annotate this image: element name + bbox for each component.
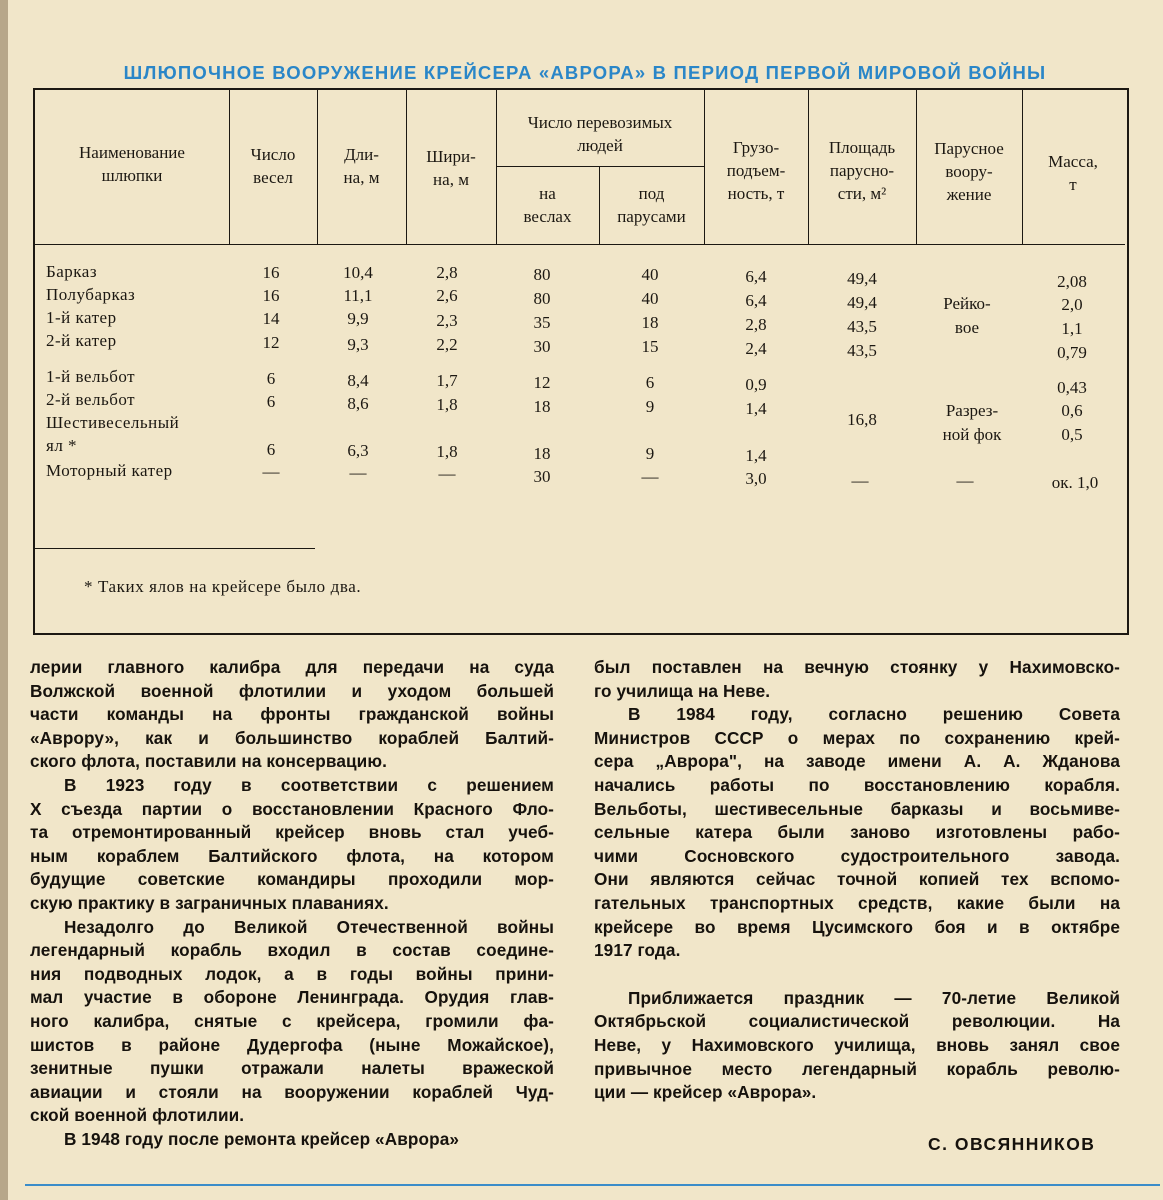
cell: 43,5 xyxy=(847,341,877,360)
text-line: го училища на Неве. xyxy=(594,680,771,701)
text-line: зенитные пушки отражали налеты вражеской xyxy=(30,1058,554,1079)
cell: 1,7 xyxy=(436,371,458,390)
text-line: будущие советские командиры проходили мор- xyxy=(30,869,554,890)
cell: 8,6 xyxy=(347,394,369,413)
text-line: ции — крейсер «Аврора». xyxy=(594,1082,817,1103)
rig-sprit-foresail: Разрез- ной фок xyxy=(942,401,1002,444)
cell: 9 xyxy=(645,397,655,416)
cell: 2,4 xyxy=(745,339,767,358)
text-line: гательных транспортных средств, какие были на xyxy=(594,892,1120,913)
cell: 9,3 xyxy=(347,335,369,354)
cell: 18 xyxy=(533,397,551,416)
cell: 16 xyxy=(262,263,280,282)
cell: 2,6 xyxy=(436,286,458,305)
cell: 1,8 xyxy=(436,442,458,461)
cell: 2,8 xyxy=(436,263,458,282)
cell: 15 xyxy=(641,337,659,356)
text-line: Октябрьской социалистической революции. На xyxy=(594,1011,1120,1032)
header-mass: Масса, т xyxy=(1048,152,1098,194)
header-people: Число перевозимых людей xyxy=(527,113,673,155)
cell: 1,8 xyxy=(436,395,458,414)
author-signature: С. ОВСЯННИКОВ xyxy=(928,1134,1096,1154)
text-line: шистов в районе Дудергофа (ныне Можайское), xyxy=(30,1034,554,1055)
text-line: В 1984 году, согласно решению Совета xyxy=(628,704,1120,725)
footnote-rule xyxy=(35,548,315,549)
rig-lugsail: Рейко- вое xyxy=(943,294,991,337)
cell: 16 xyxy=(262,286,280,305)
text-line: Неве, у Нахимовского училища, вновь занял свое xyxy=(594,1034,1120,1055)
header-width: Шири- на, м xyxy=(426,147,476,189)
header-capacity: Грузо- подъем- ность, т xyxy=(726,138,786,203)
header-oars: Число весел xyxy=(250,145,296,187)
cell: 6 xyxy=(645,373,655,392)
text-line: привычное место легендарный корабль револю- xyxy=(594,1058,1120,1079)
cell: 6,3 xyxy=(347,441,369,460)
header-bottom-rule xyxy=(35,244,1125,245)
text-line: та отремонтированный крейсер вновь стал учеб- xyxy=(30,822,554,843)
row-name: Полубарказ xyxy=(46,285,136,304)
cell: 18 xyxy=(533,444,551,463)
cell: — xyxy=(641,467,659,486)
text-line: Они являются сейчас точной копией тех вспомо- xyxy=(594,869,1120,890)
row-name: ял * xyxy=(46,436,78,455)
cell: 2,8 xyxy=(745,315,767,334)
header-rig: Парусное воору- жение xyxy=(934,139,1004,204)
text-line: 1917 года. xyxy=(594,940,681,961)
cell: 2,08 xyxy=(1057,272,1087,291)
header-people-oars: на веслах xyxy=(523,184,572,226)
header-people-sail: под парусами xyxy=(617,184,686,226)
cell: — xyxy=(956,471,974,490)
cell: 12 xyxy=(262,333,280,352)
text-line: Волжской военной флотилии и уходом большей xyxy=(30,680,554,701)
row-name: Моторный катер xyxy=(46,461,173,480)
article-paragraph xyxy=(594,656,1120,703)
cell: 6,4 xyxy=(745,291,767,310)
row-name: 2-й вельбот xyxy=(46,390,136,409)
cell: 1,1 xyxy=(1061,319,1083,338)
text-line: ния подводных лодок, а в годы войны прини- xyxy=(30,963,554,984)
text-line: Незадолго до Великой Отечественной войны xyxy=(64,916,554,937)
text-line: был поставлен на вечную стоянку у Нахимовско- xyxy=(594,657,1120,677)
bottom-rule xyxy=(25,1184,1160,1186)
cell: 30 xyxy=(533,337,551,356)
cell: 1,4 xyxy=(745,399,767,418)
table-title: ШЛЮПОЧНОЕ ВООРУЖЕНИЕ КРЕЙСЕРА «АВРОРА» В ПЕРИОД ПЕРВОЙ МИРОВОЙ ВОЙНЫ xyxy=(123,62,1047,83)
text-line: части команды на фронты гражданской войны xyxy=(30,704,554,725)
text-line: ской военной флотилии. xyxy=(30,1105,245,1126)
text-line: чими Сосновского судостроительного завода. xyxy=(594,845,1120,866)
cell: 12 xyxy=(533,373,551,392)
cell: 0,5 xyxy=(1061,425,1083,444)
cell: 6 xyxy=(266,440,276,459)
header-sail-area: Площадь парусно- сти, м² xyxy=(828,138,896,203)
cell-sail-area-whaleboats: 16,8 xyxy=(847,410,877,429)
text-line: Х съезда партии о восстановлении Красного Фло- xyxy=(30,798,554,819)
cell: 6,4 xyxy=(745,267,767,286)
cell: 11,1 xyxy=(343,286,373,305)
cell: — xyxy=(438,464,456,483)
cell: 6 xyxy=(266,369,276,388)
cell: 9,9 xyxy=(347,309,369,328)
cell: 2,3 xyxy=(436,311,458,330)
cell: 2,0 xyxy=(1061,295,1083,314)
text-line: крейсере во время Цусимского боя и в октябре xyxy=(594,916,1120,937)
text-line: Министров СССР о мерах по сохранению крей- xyxy=(594,727,1120,748)
cell: 80 xyxy=(533,265,551,284)
cell: ок. 1,0 xyxy=(1051,473,1099,492)
cell: — xyxy=(851,471,869,490)
text-line: ным кораблем Балтийского флота, на котором xyxy=(30,845,554,866)
page-edge xyxy=(0,0,8,1200)
text-line: Вельботы, шестивесельные барказы и восьмиве- xyxy=(594,798,1120,819)
cell: 10,4 xyxy=(343,263,373,282)
cell: 1,4 xyxy=(745,446,767,465)
cell: 35 xyxy=(533,313,551,332)
cell: 0,79 xyxy=(1057,343,1087,362)
article-paragraph xyxy=(30,1128,554,1152)
cell: 0,9 xyxy=(745,375,767,394)
cell: 14 xyxy=(262,309,280,328)
row-name: Барказ xyxy=(46,262,98,281)
text-line: лерии главного калибра для передачи на суда xyxy=(30,657,554,677)
article-paragraph xyxy=(30,774,554,916)
cell: 3,0 xyxy=(745,469,767,488)
text-line: авиации и стояли на вооружении кораблей Чуд- xyxy=(30,1081,554,1102)
header-length: Дли- на, м xyxy=(343,145,380,187)
cell: 80 xyxy=(533,289,551,308)
header-name: Наименование шлюпки xyxy=(79,143,185,185)
cell: 49,4 xyxy=(847,269,877,288)
text-line: В 1948 году после ремонта крейсер «Аврора» xyxy=(64,1128,460,1149)
article-paragraph xyxy=(594,703,1120,963)
row-name: 1-й вельбот xyxy=(46,367,136,386)
article-paragraph xyxy=(30,916,554,1128)
cell: 8,4 xyxy=(347,371,369,390)
text-line: «Аврору», как и большинство кораблей Балтий- xyxy=(30,727,554,748)
row-name: 1-й катер xyxy=(46,308,117,327)
cell: 30 xyxy=(533,467,551,486)
article-column-left xyxy=(30,656,554,1151)
text-line: начались работы по восстановлению корабля. xyxy=(594,774,1120,795)
cell: 49,4 xyxy=(847,293,877,312)
article-column-right xyxy=(594,656,1120,1105)
text-line: мал участие в обороне Ленинграда. Орудия глав- xyxy=(30,987,554,1008)
people-header-rule xyxy=(496,166,704,167)
cell: 9 xyxy=(645,444,655,463)
row-name: 2-й катер xyxy=(46,331,117,350)
text-line: Приближается праздник — 70-летие Великой xyxy=(628,987,1120,1008)
cell: 40 xyxy=(641,289,659,308)
text-line: ского флота, поставили на консервацию. xyxy=(30,751,387,772)
cell: 0,43 xyxy=(1057,378,1087,397)
text-line: сера „Аврора", на заводе имени А. А. Жданова xyxy=(594,751,1120,772)
cell: — xyxy=(262,462,280,481)
text-line: В 1923 году в соответствии с решением xyxy=(64,774,554,795)
text-line: ного калибра, снятые с крейсера, громили фа- xyxy=(30,1010,554,1031)
cell: 6 xyxy=(266,392,276,411)
cell: — xyxy=(349,463,367,482)
cell: 18 xyxy=(641,313,659,332)
text-line: скую практику в заграничных плаваниях. xyxy=(30,892,389,913)
text-line: сельные катера были заново изготовлены рабо- xyxy=(594,822,1120,843)
article-paragraph xyxy=(30,656,554,774)
text-line: легендарный корабль входил в состав соедине- xyxy=(30,940,554,961)
cell: 40 xyxy=(641,265,659,284)
row-name: Шестивесельный xyxy=(46,413,180,432)
cell: 2,2 xyxy=(436,335,458,354)
table-footnote: * Таких ялов на крейсере было два. xyxy=(84,577,362,596)
cell: 43,5 xyxy=(847,317,877,336)
article-paragraph xyxy=(594,987,1120,1105)
cell: 0,6 xyxy=(1061,401,1083,420)
